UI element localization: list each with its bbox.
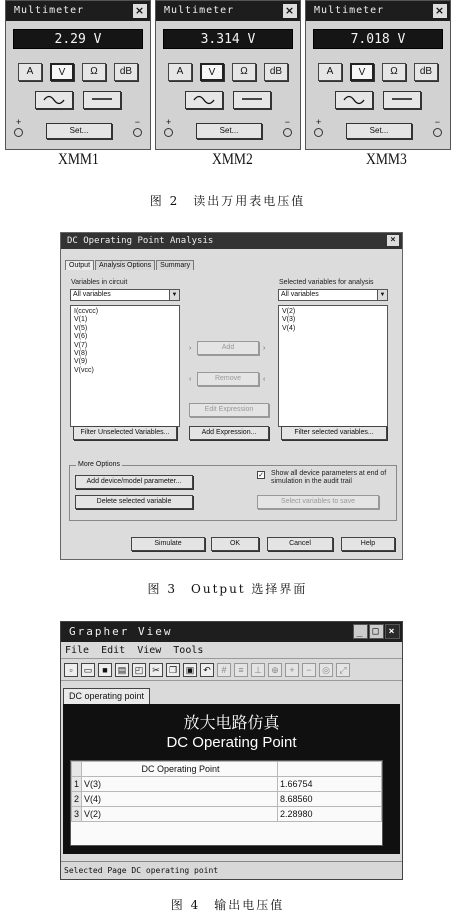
list-item[interactable]: V(7) — [74, 341, 88, 349]
tab-analysis-options[interactable]: Analysis Options — [95, 260, 155, 270]
table-row[interactable] — [72, 777, 382, 792]
select-variables-button[interactable]: Select variables to save — [257, 495, 379, 509]
new-file-icon[interactable]: ▫ — [64, 663, 78, 677]
chevron-down-icon[interactable]: ▼ — [377, 290, 387, 300]
paste-icon[interactable]: ▣ — [183, 663, 197, 677]
terminal-icon[interactable] — [164, 128, 173, 137]
help-button[interactable]: Help — [341, 537, 395, 551]
decibel-button[interactable]: dB — [114, 63, 138, 81]
terminal-icon[interactable] — [14, 128, 23, 137]
tab-dc-operating-point[interactable]: DC operating point — [63, 688, 150, 704]
close-icon[interactable]: × — [284, 4, 296, 17]
multimeter-label-xmm2: XMM2 — [212, 151, 253, 168]
page-title-en: DC Operating Point — [166, 734, 297, 751]
dialog-tabs — [65, 260, 195, 270]
dc-mode-button[interactable] — [83, 91, 121, 109]
close-icon[interactable]: × — [434, 4, 446, 17]
minus-terminal-label: − — [134, 117, 140, 127]
ammeter-button[interactable]: A — [318, 63, 342, 81]
variables-filter-select[interactable]: All variables ▼ — [70, 289, 180, 301]
minus-terminal-label: − — [434, 117, 440, 127]
dc-line-icon — [91, 95, 113, 105]
figure-caption-4: 图 4 输出电压值 — [170, 898, 285, 912]
voltmeter-button[interactable]: V — [350, 63, 374, 81]
close-icon[interactable]: × — [385, 624, 400, 639]
multimeter-reading: 3.314 V — [163, 29, 293, 49]
selected-variables-label: Selected variables for analysis — [279, 279, 374, 286]
terminal-icon[interactable] — [314, 128, 323, 137]
ohmmeter-button[interactable]: Ω — [232, 63, 256, 81]
print-icon[interactable]: ▤ — [115, 663, 129, 677]
arrow-left-icon: ‹ — [189, 376, 192, 383]
sine-wave-icon — [43, 95, 65, 105]
toolbar — [61, 659, 402, 681]
list-item[interactable]: V(vcc) — [74, 366, 94, 374]
dc-operating-point-dialog — [60, 232, 403, 560]
terminal-icon[interactable] — [283, 128, 292, 137]
arrow-right-icon: › — [189, 345, 192, 352]
delete-selected-variable-button[interactable]: Delete selected variable — [75, 495, 193, 509]
decibel-button[interactable]: dB — [414, 63, 438, 81]
arrow-right-icon: › — [263, 345, 266, 352]
dc-line-icon — [241, 95, 263, 105]
cursor-icon[interactable]: ⊥ — [251, 663, 265, 677]
add-expression-button[interactable]: Add Expression... — [189, 426, 269, 440]
menu-file[interactable]: File — [65, 645, 90, 656]
voltmeter-button[interactable]: V — [50, 63, 74, 81]
list-item[interactable]: V(6) — [74, 333, 88, 341]
dialog-title: DC Operating Point Analysis × — [61, 233, 402, 249]
variable-name: V(3) — [82, 777, 278, 792]
multimeter-reading: 7.018 V — [313, 29, 443, 49]
grid-icon[interactable]: # — [217, 663, 231, 677]
dc-line-icon — [391, 95, 413, 105]
terminal-icon[interactable] — [133, 128, 142, 137]
multimeter-reading: 2.29 V — [13, 29, 143, 49]
multimeter-xmm1 — [5, 0, 151, 150]
header-corner — [72, 762, 82, 777]
print-preview-icon[interactable]: ◰ — [132, 663, 146, 677]
multimeter-xmm3 — [305, 0, 451, 150]
multimeter-title: Multimeter × — [156, 1, 300, 21]
expand-icon[interactable]: ⤢ — [336, 663, 350, 677]
remove-button[interactable]: Remove — [197, 372, 259, 386]
set-button[interactable]: Set... — [196, 123, 262, 139]
table-row[interactable] — [72, 807, 382, 822]
tab-summary[interactable]: Summary — [156, 260, 194, 270]
cut-icon[interactable]: ✂ — [149, 663, 163, 677]
ac-mode-button[interactable] — [185, 91, 223, 109]
list-item[interactable]: I(ccvcc) — [74, 308, 99, 315]
copy-icon[interactable]: ❐ — [166, 663, 180, 677]
multimeter-label-xmm1: XMM1 — [58, 151, 99, 168]
zoom-out-icon[interactable]: − — [302, 663, 316, 677]
zoom-in-icon[interactable]: + — [285, 663, 299, 677]
undo-icon[interactable]: ↶ — [200, 663, 214, 677]
list-item[interactable]: V(1) — [74, 316, 88, 324]
column-header-value — [278, 762, 382, 777]
terminal-icon[interactable] — [433, 128, 442, 137]
menu-bar — [61, 642, 402, 659]
zoom-fit-icon[interactable]: ◎ — [319, 663, 333, 677]
set-button[interactable]: Set... — [346, 123, 412, 139]
row-number: 1 — [72, 777, 82, 792]
close-icon[interactable]: × — [134, 4, 146, 17]
simulate-button[interactable]: Simulate — [131, 537, 205, 551]
variable-value: 1.66754 — [278, 777, 382, 792]
list-item[interactable]: V(8) — [74, 350, 88, 358]
variables-list[interactable] — [70, 305, 180, 427]
plus-terminal-label: + — [16, 117, 22, 127]
set-button[interactable]: Set... — [46, 123, 112, 139]
variable-value: 8.68560 — [278, 792, 382, 807]
selected-filter-select[interactable]: All variables ▼ — [278, 289, 388, 301]
sine-wave-icon — [343, 95, 365, 105]
list-item[interactable]: V(3) — [282, 316, 296, 324]
results-table — [70, 760, 383, 846]
multimeter-xmm2 — [155, 0, 301, 150]
grapher-title: Grapher View _ □ × — [61, 622, 402, 642]
minimize-icon[interactable]: _ — [353, 624, 368, 639]
open-folder-icon[interactable]: ▭ — [81, 663, 95, 677]
cancel-button[interactable]: Cancel — [267, 537, 333, 551]
sine-wave-icon — [193, 95, 215, 105]
show-params-label: Show all device parameters at end of simulation in the audit trail — [271, 470, 387, 485]
figure-caption-3: 图 3 Output 选择界面 — [147, 582, 308, 596]
menu-view[interactable]: View — [137, 645, 162, 656]
list-item[interactable]: V(4) — [282, 324, 296, 332]
edit-expression-button[interactable]: Edit Expression — [189, 403, 269, 417]
ammeter-button[interactable]: A — [168, 63, 192, 81]
row-number: 3 — [72, 807, 82, 822]
dc-mode-button[interactable] — [233, 91, 271, 109]
voltmeter-button[interactable]: V — [200, 63, 224, 81]
results-page — [63, 704, 400, 854]
menu-edit[interactable]: Edit — [101, 645, 126, 656]
zoom-icon[interactable]: ⊕ — [268, 663, 282, 677]
ac-mode-button[interactable] — [335, 91, 373, 109]
ok-button[interactable]: OK — [211, 537, 259, 551]
ammeter-button[interactable]: A — [18, 63, 42, 81]
list-item[interactable]: V(2) — [282, 308, 296, 315]
status-bar: Selected Page DC operating point — [61, 861, 402, 879]
variable-name: V(4) — [82, 792, 278, 807]
multimeter-title: Multimeter × — [6, 1, 150, 21]
column-header: DC Operating Point — [82, 762, 278, 777]
show-params-checkbox[interactable]: ✓ — [258, 472, 264, 479]
figure-caption-2: 图 2 读出万用表电压值 — [149, 194, 306, 208]
add-button[interactable]: Add — [197, 341, 259, 355]
ohmmeter-button[interactable]: Ω — [82, 63, 106, 81]
table-header-row — [72, 762, 382, 777]
maximize-icon[interactable]: □ — [369, 624, 384, 639]
dc-mode-button[interactable] — [383, 91, 421, 109]
tab-output[interactable]: Output — [65, 260, 94, 270]
variable-name: V(2) — [82, 807, 278, 822]
filter-selected-button[interactable]: Filter selected variables... — [281, 426, 387, 440]
save-icon[interactable]: ■ — [98, 663, 112, 677]
variable-value: 2.28980 — [278, 807, 382, 822]
selected-variables-list[interactable] — [278, 305, 388, 427]
list-item[interactable]: V(5) — [74, 324, 88, 332]
ac-mode-button[interactable] — [35, 91, 73, 109]
legend-icon[interactable]: ≡ — [234, 663, 248, 677]
ohmmeter-button[interactable]: Ω — [382, 63, 406, 81]
multimeter-label-xmm3: XMM3 — [366, 151, 407, 168]
decibel-button[interactable]: dB — [264, 63, 288, 81]
variables-label: Variables in circuit — [71, 279, 128, 286]
row-number: 2 — [72, 792, 82, 807]
add-device-parameter-button[interactable]: Add device/model parameter... — [75, 475, 193, 489]
minus-terminal-label: − — [284, 117, 290, 127]
chevron-down-icon[interactable]: ▼ — [169, 290, 179, 300]
table-row[interactable] — [72, 792, 382, 807]
plus-terminal-label: + — [316, 117, 322, 127]
page-title-cn: 放大电路仿真 — [183, 713, 280, 732]
filter-unselected-button[interactable]: Filter Unselected Variables... — [73, 426, 177, 440]
plus-terminal-label: + — [166, 117, 172, 127]
grapher-view-window — [60, 621, 403, 880]
menu-tools[interactable]: Tools — [173, 645, 204, 656]
more-options-label: More Options — [78, 461, 121, 468]
arrow-left-icon: ‹ — [263, 376, 266, 383]
list-item[interactable]: V(9) — [74, 358, 88, 366]
multimeter-title: Multimeter × — [306, 1, 450, 21]
close-icon[interactable]: × — [387, 235, 399, 246]
